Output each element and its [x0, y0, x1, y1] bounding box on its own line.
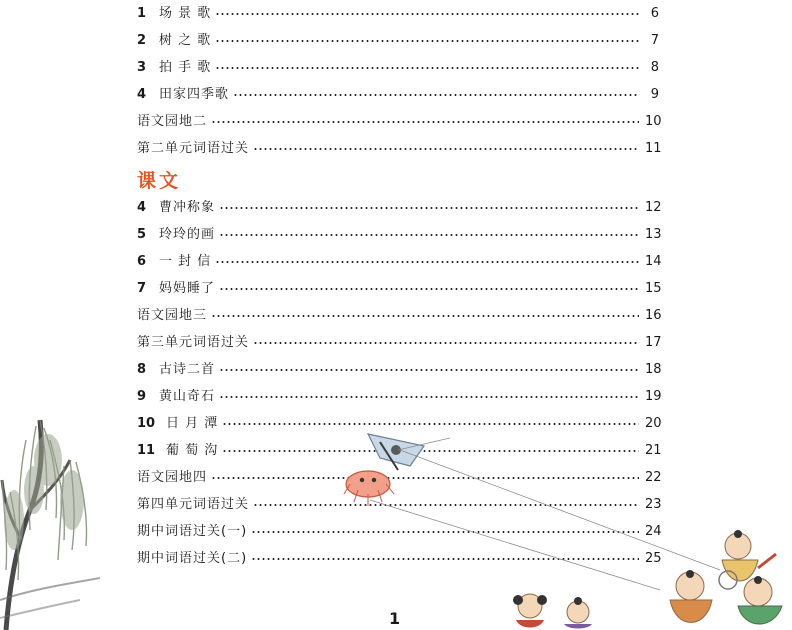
entry-page: 8: [650, 60, 659, 75]
dot-leader: [215, 13, 639, 15]
entry-number: 11: [137, 443, 156, 458]
toc-entry[interactable]: [137, 31, 659, 51]
willow-tree-illustration: [0, 400, 110, 630]
toc-entry[interactable]: [137, 306, 662, 326]
toc-entry[interactable]: [137, 333, 662, 353]
entry-page: 12: [645, 200, 662, 215]
toc-entry[interactable]: [137, 112, 662, 132]
entry-number: 9: [137, 389, 147, 404]
toc-entry[interactable]: [137, 4, 659, 24]
entry-number: 5: [137, 227, 147, 242]
entry-page: 9: [650, 87, 659, 102]
entry-number: 6: [137, 254, 147, 269]
entry-page: 7: [650, 33, 659, 48]
entry-title: 第二单元词语过关: [137, 141, 250, 156]
toc-entry[interactable]: [137, 198, 662, 218]
entry-number: 4: [137, 200, 147, 215]
entry-number: 4: [137, 87, 147, 102]
dot-leader: [211, 315, 639, 317]
toc-entry[interactable]: [137, 85, 659, 105]
toc-entry[interactable]: [137, 360, 662, 380]
dot-leader: [222, 423, 639, 425]
entry-title: 期中词语过关(一): [137, 524, 248, 539]
entry-number: 7: [137, 281, 147, 296]
entry-title: 第三单元词语过关: [137, 335, 250, 350]
dot-leader: [219, 288, 639, 290]
toc-entry[interactable]: [137, 139, 662, 159]
entry-page: 17: [645, 335, 662, 350]
entry-title: 拍 手 歌: [159, 60, 212, 75]
toc-entry[interactable]: [137, 387, 662, 407]
entry-number: 3: [137, 60, 147, 75]
entry-title: 语文园地三: [137, 308, 208, 323]
entry-number: 10: [137, 416, 156, 431]
entry-page: 21: [645, 443, 662, 458]
entry-page: 10: [645, 114, 662, 129]
dot-leader: [215, 261, 639, 263]
entry-title: 黄山奇石: [159, 389, 216, 404]
entry-title: 一 封 信: [159, 254, 212, 269]
dot-leader: [211, 121, 639, 123]
page-number: 1: [389, 609, 401, 628]
toc-entry[interactable]: [137, 279, 662, 299]
entry-title: 古诗二首: [159, 362, 216, 377]
entry-title: 语文园地四: [137, 470, 208, 485]
entry-title: 田家四季歌: [159, 87, 230, 102]
dot-leader: [233, 94, 639, 96]
children-flying-kites-illustration: [500, 528, 792, 630]
entry-page: 25: [645, 551, 662, 566]
entry-title: 妈妈睡了: [159, 281, 216, 296]
toc-entry[interactable]: [137, 58, 659, 78]
entry-page: 16: [645, 308, 662, 323]
entry-title: 场 景 歌: [159, 6, 212, 21]
entry-title: 葡 萄 沟: [166, 443, 219, 458]
entry-title: 日 月 潭: [166, 416, 219, 431]
entry-number: 1: [137, 6, 147, 21]
toc-entry[interactable]: [137, 252, 662, 272]
entry-page: 15: [645, 281, 662, 296]
dot-leader: [219, 234, 639, 236]
dot-leader: [253, 342, 639, 344]
entry-title: 树 之 歌: [159, 33, 212, 48]
entry-title: 第四单元词语过关: [137, 497, 250, 512]
toc-entry[interactable]: [137, 225, 662, 245]
entry-page: 24: [645, 524, 662, 539]
entry-page: 19: [645, 389, 662, 404]
entry-page: 23: [645, 497, 662, 512]
entry-page: 22: [645, 470, 662, 485]
entry-page: 14: [645, 254, 662, 269]
entry-title: 期中词语过关(二): [137, 551, 248, 566]
entry-title: 语文园地二: [137, 114, 208, 129]
dot-leader: [219, 207, 639, 209]
entry-title: 曹冲称象: [159, 200, 216, 215]
dot-leader: [219, 396, 639, 398]
entry-number: 8: [137, 362, 147, 377]
entry-title: 玲玲的画: [159, 227, 216, 242]
section-heading: 课文: [137, 170, 182, 192]
entry-page: 13: [645, 227, 662, 242]
dot-leader: [219, 369, 639, 371]
entry-page: 6: [650, 6, 659, 21]
entry-page: 18: [645, 362, 662, 377]
entry-page: 20: [645, 416, 662, 431]
entry-page: 11: [645, 141, 662, 156]
dot-leader: [215, 67, 639, 69]
entry-number: 2: [137, 33, 147, 48]
dot-leader: [253, 148, 639, 150]
dot-leader: [215, 40, 639, 42]
